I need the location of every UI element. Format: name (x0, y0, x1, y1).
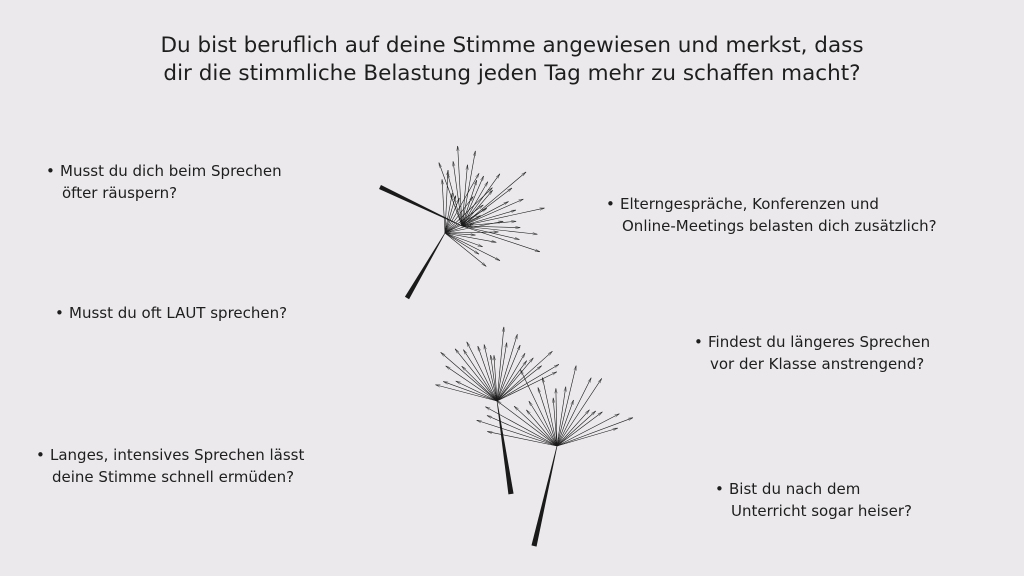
question-line: vor der Klasse anstrengend? (710, 355, 925, 373)
bullet-icon: • (46, 162, 55, 180)
bullet-icon: • (55, 304, 64, 322)
question-line: Unterricht sogar heiser? (731, 502, 912, 520)
question-line: öfter räuspern? (62, 184, 178, 202)
question-line: Elterngespräche, Konferenzen und (620, 195, 879, 213)
question-line: Online-Meetings belasten dich zusätzlich? (622, 217, 937, 235)
question-line: Musst du oft LAUT sprechen? (69, 304, 288, 322)
question-line: Langes, intensives Sprechen lässt (50, 446, 305, 464)
bullet-icon: • (715, 480, 724, 498)
headline-line-1: Du bist beruflich auf deine Stimme angewiesen und merkst, dass (160, 33, 864, 58)
bullet-icon: • (36, 446, 45, 464)
bullet-icon: • (694, 333, 703, 351)
headline-line-2: dir die stimmliche Belastung jeden Tag mehr zu schaffen macht? (163, 61, 861, 86)
bullet-icon: • (606, 195, 615, 213)
question-line: Findest du längeres Sprechen (708, 333, 931, 351)
question-line: Musst du dich beim Sprechen (60, 162, 282, 180)
question-line: deine Stimme schnell ermüden? (52, 468, 295, 486)
question-line: Bist du nach dem (729, 480, 861, 498)
